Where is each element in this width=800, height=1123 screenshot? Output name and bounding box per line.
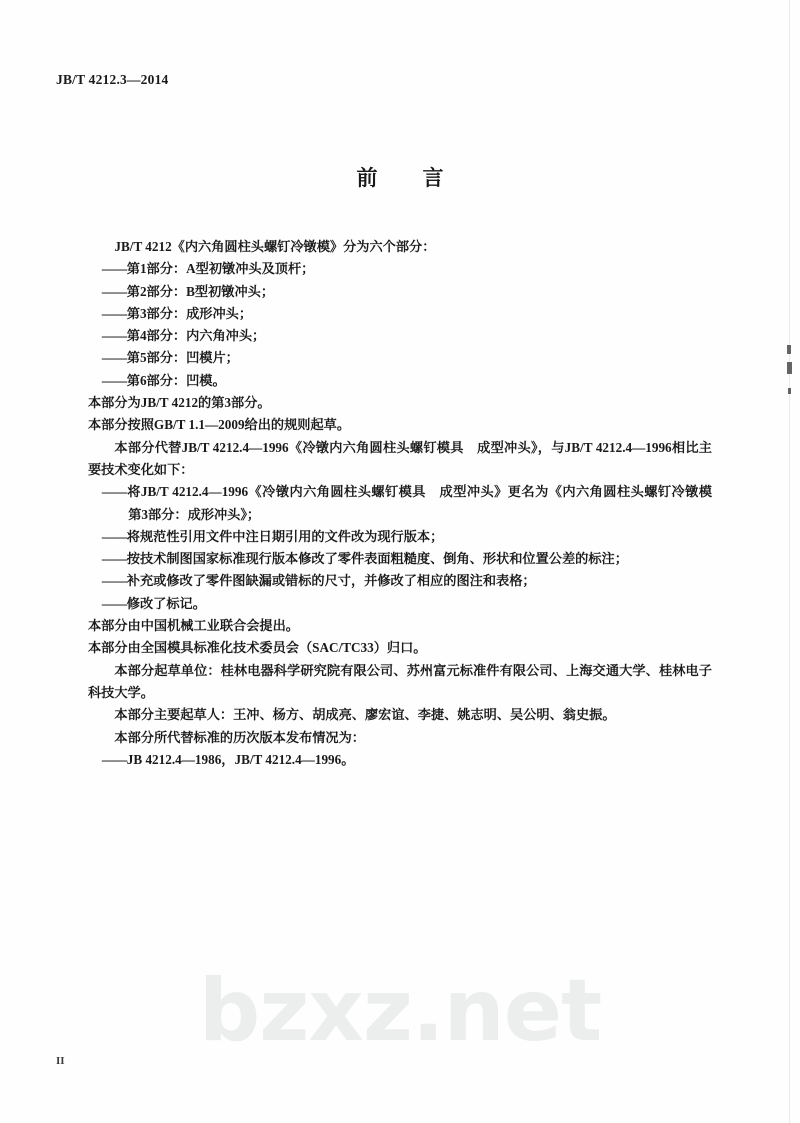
dash-leader: —— <box>101 528 127 544</box>
change-list-item <box>88 481 726 526</box>
part-list-item <box>88 325 712 347</box>
part-list-item-label: 第5部分：凹模片； <box>126 350 239 366</box>
part-list-item-label: 第6部分：凹模。 <box>126 372 226 388</box>
change-list-item-label: 修改了标记。 <box>126 595 206 611</box>
scan-speck <box>787 345 791 354</box>
foreword-intro: JB/T 4212《内六角圆柱头螺钉冷镦模》分为六个部分： <box>114 239 436 254</box>
dash-leader: —— <box>101 484 127 500</box>
part-list-item <box>88 281 712 303</box>
replaced-standard-statement: 本部分代替JB/T 4212.4—1996《冷镦内六角圆柱头螺钉模具 成型冲头》，与JB/T 4212.4—1996相比主要技术变化如下： <box>88 439 712 477</box>
dash-leader: —— <box>101 305 127 321</box>
drafting-rule-statement: 本部分按照GB/T 1.1—2009给出的规则起草。 <box>88 417 351 433</box>
part-list-item-label: 第4部分：内六角冲头； <box>126 328 266 344</box>
main-drafters-statement: 本部分主要起草人：王冲、杨方、胡成亮、廖宏谊、李捷、姚志明、吴公明、翁史振。 <box>114 707 616 723</box>
part-list-item <box>88 258 712 280</box>
version-history-item <box>88 749 712 771</box>
dash-leader: —— <box>101 261 127 277</box>
dash-leader: —— <box>101 328 127 344</box>
version-history-intro: 本部分所代替标准的历次版本发布情况为： <box>114 729 365 745</box>
change-list-item-label: 补充或修改了零件图缺漏或错标的尺寸，并修改了相应的图注和表格； <box>126 573 536 589</box>
part-list-item-label: 第3部分：成形冲头； <box>126 305 253 321</box>
change-list-item-label: 将JB/T 4212.4—1996《冷镦内六角圆柱头螺钉模具 成型冲头》更名为《内六角圆柱头螺钉冷镦模 第3部分：成形冲头》； <box>126 484 726 522</box>
dash-leader: —— <box>101 283 127 299</box>
change-list-item <box>88 570 712 592</box>
drafting-units-statement: 本部分起草单位：桂林电器科学研究院有限公司、苏州富元标准件有限公司、上海交通大学、桂林电子科技大学。 <box>88 662 712 700</box>
dash-leader: —— <box>101 573 127 589</box>
version-history-item-label: JB 4212.4—1986，JB/T 4212.4—1996。 <box>126 751 355 767</box>
page-title: 前 言 <box>356 165 456 190</box>
dash-leader: —— <box>101 751 127 767</box>
part-list-item <box>88 303 712 325</box>
watermark: bzxz.net <box>198 961 602 1061</box>
change-list-item-label: 将规范性引用文件中注日期引用的文件改为现行版本； <box>126 528 444 544</box>
managed-by-statement: 本部分由全国模具标准化技术委员会（SAC/TC33）归口。 <box>88 640 427 656</box>
proposed-by-statement: 本部分由中国机械工业联合会提出。 <box>88 618 299 634</box>
page-number: II <box>56 1055 65 1067</box>
dash-leader: —— <box>101 595 127 611</box>
change-list-item <box>88 526 712 548</box>
change-list-item <box>88 593 712 615</box>
change-list-item <box>88 548 712 570</box>
dash-leader: —— <box>101 551 127 567</box>
part-list-item <box>88 347 712 369</box>
dash-leader: —— <box>101 372 127 388</box>
this-part-statement: 本部分为JB/T 4212的第3部分。 <box>88 395 271 411</box>
scan-speck <box>788 388 791 394</box>
foreword-body <box>88 236 726 771</box>
scan-speck <box>787 362 792 374</box>
part-list-item-label: 第2部分：B型初镦冲头； <box>126 283 275 299</box>
change-list-item-label: 按技术制图国家标准现行版本修改了零件表面粗糙度、倒角、形状和位置公差的标注； <box>126 551 628 567</box>
page-header-standard-code: JB/T 4212.3—2014 <box>56 72 169 87</box>
part-list-item <box>88 370 712 392</box>
dash-leader: —— <box>101 350 127 366</box>
part-list-item-label: 第1部分：A型初镦冲头及顶杆； <box>126 261 315 277</box>
